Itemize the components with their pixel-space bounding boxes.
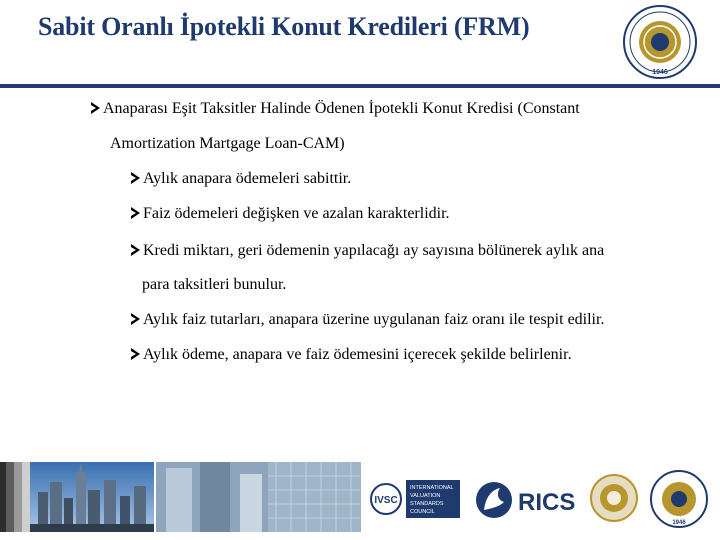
arrow-bullet-icon bbox=[130, 172, 141, 184]
bullet-main-text-1: Anaparası Eşit Taksitler Halinde Ödenen İpotekli Konut Kredisi (Constant bbox=[103, 100, 580, 117]
footer-stripe bbox=[14, 462, 22, 532]
ivsc-text-line: VALUATION bbox=[410, 493, 441, 499]
bullet-main bbox=[90, 100, 580, 118]
sub-bullet-2 bbox=[130, 205, 450, 223]
sub-bullet-1 bbox=[130, 170, 351, 188]
ivsc-logo bbox=[370, 474, 462, 524]
slide-title: Sabit Oranlı İpotekli Konut Kredileri (FRM) bbox=[38, 12, 530, 41]
arrow-bullet-icon bbox=[130, 244, 141, 256]
footer-stripe bbox=[6, 462, 14, 532]
sub-bullet-3-continuation bbox=[142, 276, 286, 294]
arrow-bullet-icon bbox=[130, 207, 141, 219]
ankara-university-seal-icon bbox=[650, 470, 708, 528]
bullet-main-continuation bbox=[110, 135, 345, 153]
ankara-university-logo bbox=[622, 4, 698, 80]
ivsc-text-line: STANDARDS bbox=[410, 501, 444, 507]
sub-bullet-3-text-1: Kredi miktarı, geri ödemenin yapılacağı ay sayısına bölünerek aylık ana bbox=[143, 242, 605, 259]
rics-logo bbox=[472, 472, 582, 528]
arrow-bullet-icon bbox=[130, 313, 141, 325]
building-facade-image bbox=[156, 462, 361, 532]
logo-year: 1946 bbox=[652, 69, 668, 76]
arrow-bullet-icon bbox=[90, 102, 101, 114]
sub-bullet-5-text: Aylık ödeme, anapara ve faiz ödemesini içerecek şekilde belirlenir. bbox=[143, 346, 572, 363]
sub-bullet-5 bbox=[130, 346, 572, 364]
header-rule bbox=[0, 84, 720, 88]
sub-bullet-2-text: Faiz ödemeleri değişken ve azalan karakterlidir. bbox=[143, 205, 450, 222]
sub-bullet-4-text: Aylık faiz tutarları, anapara üzerine uygulanan faiz oranı ile tespit edilir. bbox=[143, 311, 605, 328]
seal-year: 1946 bbox=[672, 520, 686, 526]
rics-label: RICS bbox=[518, 489, 576, 516]
university-seal-icon bbox=[590, 474, 638, 522]
sub-bullet-3 bbox=[130, 242, 604, 260]
arrow-bullet-icon bbox=[130, 348, 141, 360]
sub-bullet-1-text: Aylık anapara ödemeleri sabittir. bbox=[143, 170, 352, 187]
ivsc-text-line: INTERNATIONAL bbox=[410, 485, 454, 491]
ivsc-text-line: COUNCIL bbox=[410, 509, 435, 515]
sub-bullet-4 bbox=[130, 311, 604, 329]
footer-band bbox=[0, 462, 720, 540]
sub-bullet-3-text-2: para taksitleri bunulur. bbox=[142, 276, 287, 293]
footer-stripe bbox=[22, 462, 30, 532]
ivsc-abbrev: IVSC bbox=[374, 495, 398, 506]
bullet-main-text-2: Amortization Martgage Loan-CAM) bbox=[110, 135, 345, 152]
city-skyline-image bbox=[30, 462, 154, 532]
